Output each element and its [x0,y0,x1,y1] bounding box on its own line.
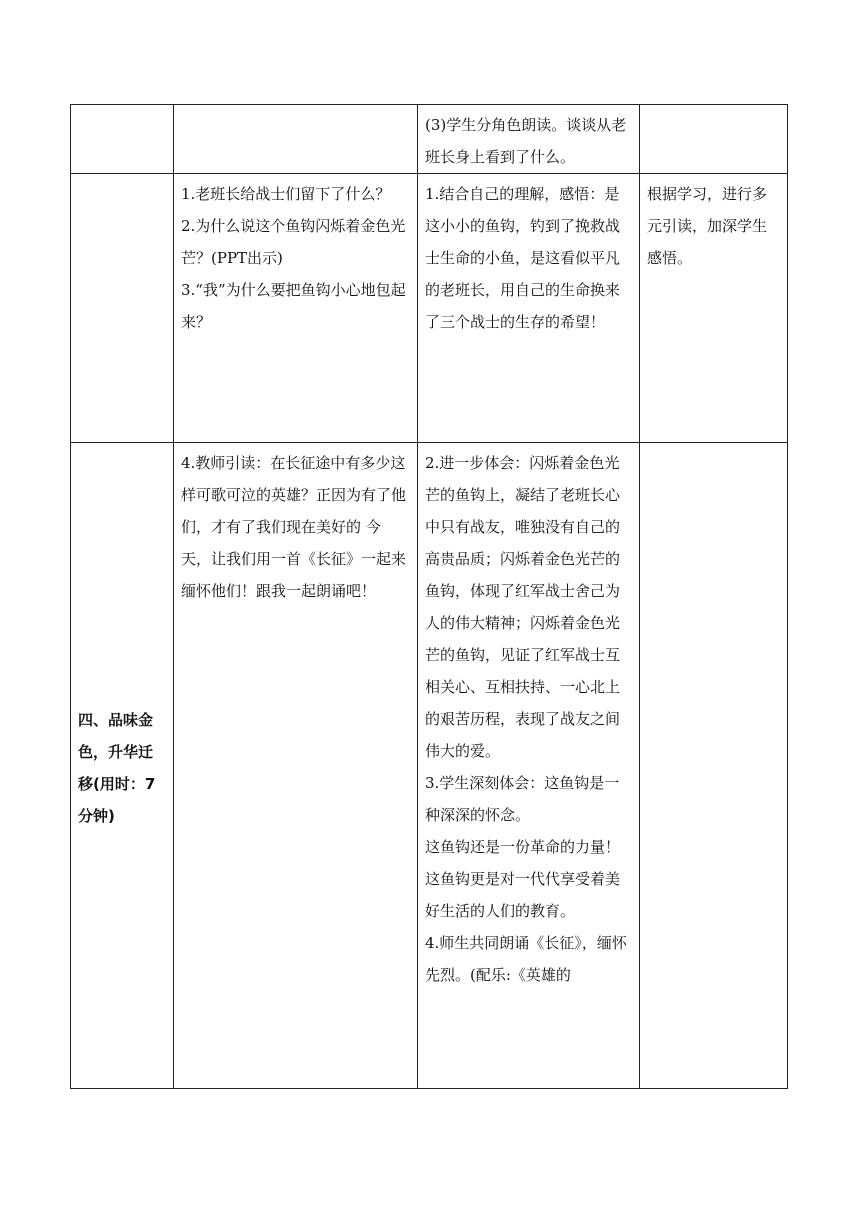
student-activity-text: 这鱼钩还是一份革命的力量！这鱼钩更是对一代代享受着美好生活的人们的教育。 [425,838,621,920]
teacher-activity-cell [174,443,418,1089]
teacher-activity-cell [174,105,418,174]
stage-cell [71,174,174,443]
teacher-activity-text: 1.老班长给战士们留下了什么？ [181,185,391,203]
student-activity-cell [418,443,640,1089]
student-activity-text: 4.师生共同朗诵《长征》，缅怀先烈。(配乐:《英雄的 [425,934,627,984]
table-row [71,174,788,443]
student-activity-cell [418,174,640,443]
table-row [71,105,788,174]
stage-cell [71,105,174,174]
stage-cell [71,443,174,1089]
teacher-activity-text: 2.为什么说这个鱼钩闪烁着金色光芒？(PPT出示) [181,217,406,267]
student-activity-text: 1.结合自己的理解，感悟：是这小小的鱼钩，钓到了挽救战士生命的小鱼，是这看似平凡的老班长，用自己的生命换来了三个战士的生存的希望！ [425,185,621,331]
teacher-activity-text: 4.教师引读：在长征途中有多少这样可歌可泣的英雄？正因为有了他们，才有了我们现在美好的 今天，让我们用一首《长征》一起来缅怀他们！跟我一起朗诵吧！ [181,454,407,600]
lesson-plan-table [70,104,788,1089]
design-intent-cell [640,105,788,174]
stage-title: 四、品味金色，升华迁移(用时：7分钟) [78,710,156,825]
table-row [71,443,788,1089]
design-intent-cell [640,443,788,1089]
student-activity-cell [418,105,640,174]
teacher-activity-text: 3.“我”为什么要把鱼钩小心地包起来？ [181,281,406,331]
teacher-activity-cell [174,174,418,443]
student-activity-text: 2.进一步体会：闪烁着金色光芒的鱼钩上，凝结了老班长心中只有战友，唯独没有自己的高贵品质；闪烁着金色光芒的鱼钩，体现了红军战士舍己为人的伟大精神；闪烁着金色光芒的鱼钩，见证了红军战士互相关心、互相扶持、一心北上的艰苦历程，表现了战友之间伟大的爱。 [425,454,621,760]
design-intent-cell [640,174,788,443]
student-activity-text: (3)学生分角色朗读。谈谈从老班长身上看到了什么。 [425,116,627,166]
student-activity-text: 3.学生深刻体会：这鱼钩是一种深深的怀念。 [425,774,620,824]
design-intent-text: 根据学习，进行多元引读，加深学生感悟。 [647,185,768,267]
